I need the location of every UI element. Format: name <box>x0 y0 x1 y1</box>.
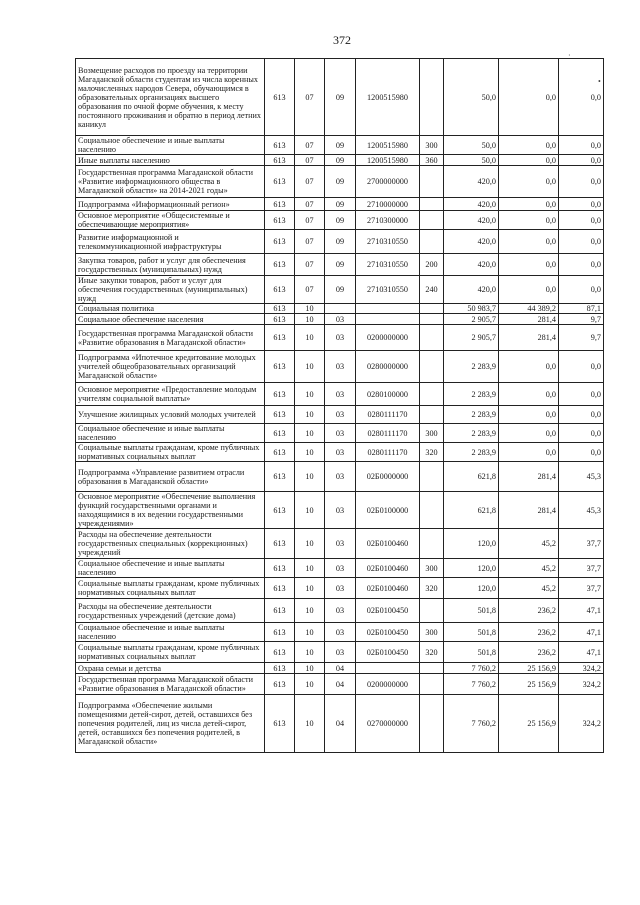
row-grbs: 613 <box>265 351 295 383</box>
row-executed-sum: 0,0 <box>499 254 559 276</box>
row-planned-sum: 501,8 <box>444 623 499 642</box>
row-planned-sum: 420,0 <box>444 230 499 254</box>
row-expense-type <box>420 674 444 695</box>
row-planned-sum: 120,0 <box>444 529 499 559</box>
row-executed-sum: 0,0 <box>499 351 559 383</box>
row-grbs: 613 <box>265 276 295 304</box>
row-grbs: 613 <box>265 674 295 695</box>
row-target-article: 0280100000 <box>356 383 420 406</box>
table-row <box>76 623 604 642</box>
row-planned-sum: 501,8 <box>444 642 499 663</box>
row-percent: 47,1 <box>559 623 604 642</box>
row-percent: 0,0 <box>559 254 604 276</box>
row-executed-sum: 0,0 <box>499 166 559 198</box>
row-name: Социальное обеспечение населения <box>76 314 265 325</box>
table-row <box>76 136 604 155</box>
row-expense-type: 360 <box>420 155 444 166</box>
row-target-article <box>356 663 420 674</box>
row-name: Закупка товаров, работ и услуг для обеспечения государственных (муниципальных) нужд <box>76 254 265 276</box>
row-executed-sum: 281,4 <box>499 325 559 351</box>
row-subsection: 03 <box>325 325 356 351</box>
row-name: Развитие информационной и телекоммуникационной инфраструктуры <box>76 230 265 254</box>
row-executed-sum: 0,0 <box>499 136 559 155</box>
row-section: 10 <box>295 443 325 462</box>
row-grbs: 613 <box>265 443 295 462</box>
row-name: Государственная программа Магаданской области «Развитие образования в Магаданской области» <box>76 325 265 351</box>
row-target-article: 2710310550 <box>356 230 420 254</box>
row-planned-sum: 50,0 <box>444 136 499 155</box>
row-planned-sum: 2 283,9 <box>444 443 499 462</box>
row-grbs: 613 <box>265 406 295 424</box>
row-subsection: 03 <box>325 578 356 599</box>
row-target-article: 02Б0000000 <box>356 462 420 492</box>
row-expense-type: 200 <box>420 254 444 276</box>
row-planned-sum: 2 283,9 <box>444 351 499 383</box>
row-grbs: 613 <box>265 492 295 529</box>
row-expense-type <box>420 529 444 559</box>
row-name: Основное мероприятие «Предоставление молодым учителям социальной выплаты» <box>76 383 265 406</box>
row-section: 10 <box>295 304 325 314</box>
row-section: 10 <box>295 599 325 623</box>
row-grbs: 613 <box>265 599 295 623</box>
row-planned-sum: 7 760,2 <box>444 695 499 753</box>
row-executed-sum: 45,2 <box>499 559 559 578</box>
row-grbs: 613 <box>265 230 295 254</box>
row-expense-type <box>420 492 444 529</box>
table-row <box>76 695 604 753</box>
row-subsection: 03 <box>325 443 356 462</box>
row-target-article: 02Б0100450 <box>356 642 420 663</box>
row-section: 10 <box>295 462 325 492</box>
row-percent: 37,7 <box>559 559 604 578</box>
row-target-article: 1200515980 <box>356 136 420 155</box>
row-grbs: 613 <box>265 383 295 406</box>
row-executed-sum: 0,0 <box>499 211 559 230</box>
table-row <box>76 674 604 695</box>
row-executed-sum: 0,0 <box>499 59 559 136</box>
row-grbs: 613 <box>265 136 295 155</box>
row-section: 10 <box>295 424 325 443</box>
row-percent: 45,3 <box>559 462 604 492</box>
row-section: 07 <box>295 230 325 254</box>
row-subsection: 03 <box>325 462 356 492</box>
row-section: 10 <box>295 406 325 424</box>
row-target-article: 0280111170 <box>356 443 420 462</box>
row-grbs: 613 <box>265 424 295 443</box>
table-row <box>76 663 604 674</box>
row-executed-sum: 0,0 <box>499 198 559 211</box>
row-name: Государственная программа Магаданской области «Развитие информационного общества в Магаданской области» на 2014-2021 годы» <box>76 166 265 198</box>
row-section: 10 <box>295 695 325 753</box>
row-executed-sum: 0,0 <box>499 406 559 424</box>
row-name: Социальное обеспечение и иные выплаты населению <box>76 623 265 642</box>
row-target-article: 02Б0100460 <box>356 578 420 599</box>
row-executed-sum: 45,2 <box>499 529 559 559</box>
table-row <box>76 642 604 663</box>
row-subsection: 09 <box>325 198 356 211</box>
row-name: Социальные выплаты гражданам, кроме публичных нормативных социальных выплат <box>76 443 265 462</box>
page-number-text: 372 <box>333 33 351 47</box>
row-percent: 0,0 <box>559 406 604 424</box>
row-target-article: 02Б0100460 <box>356 559 420 578</box>
row-name: Социальное обеспечение и иные выплаты населению <box>76 559 265 578</box>
row-executed-sum: 281,4 <box>499 492 559 529</box>
table-row <box>76 406 604 424</box>
budget-table <box>75 58 604 753</box>
row-target-article: 1200515980 <box>356 59 420 136</box>
row-planned-sum: 420,0 <box>444 276 499 304</box>
row-subsection: 03 <box>325 559 356 578</box>
row-expense-type: 300 <box>420 559 444 578</box>
row-percent: 0,0 <box>559 276 604 304</box>
table-row <box>76 211 604 230</box>
row-executed-sum: 236,2 <box>499 642 559 663</box>
row-percent: 9,7 <box>559 314 604 325</box>
row-executed-sum: 236,2 <box>499 599 559 623</box>
row-subsection: 03 <box>325 406 356 424</box>
row-expense-type <box>420 325 444 351</box>
row-target-article: 0280111170 <box>356 424 420 443</box>
row-section: 07 <box>295 136 325 155</box>
row-name: Государственная программа Магаданской области «Развитие образования в Магаданской области» <box>76 674 265 695</box>
table-row <box>76 383 604 406</box>
row-expense-type: 320 <box>420 578 444 599</box>
row-subsection: 09 <box>325 166 356 198</box>
row-section: 10 <box>295 314 325 325</box>
row-planned-sum: 2 283,9 <box>444 424 499 443</box>
table-row <box>76 59 604 136</box>
row-grbs: 613 <box>265 642 295 663</box>
row-executed-sum: 0,0 <box>499 230 559 254</box>
row-planned-sum: 50 983,7 <box>444 304 499 314</box>
row-subsection: 09 <box>325 254 356 276</box>
row-section: 10 <box>295 529 325 559</box>
row-expense-type <box>420 406 444 424</box>
table-row <box>76 166 604 198</box>
row-expense-type <box>420 383 444 406</box>
row-expense-type <box>420 599 444 623</box>
row-grbs: 613 <box>265 198 295 211</box>
row-subsection: 04 <box>325 663 356 674</box>
row-section: 10 <box>295 492 325 529</box>
row-percent: 324,2 <box>559 674 604 695</box>
row-planned-sum: 7 760,2 <box>444 674 499 695</box>
row-section: 10 <box>295 623 325 642</box>
row-target-article: 2710310550 <box>356 254 420 276</box>
row-section: 10 <box>295 383 325 406</box>
row-subsection: 04 <box>325 695 356 753</box>
row-target-article: 0200000000 <box>356 325 420 351</box>
row-planned-sum: 2 905,7 <box>444 314 499 325</box>
row-grbs: 613 <box>265 304 295 314</box>
row-name: Социальное обеспечение и иные выплаты населению <box>76 424 265 443</box>
table-row <box>76 304 604 314</box>
row-percent: 87,1 <box>559 304 604 314</box>
row-target-article: 02Б0100000 <box>356 492 420 529</box>
row-subsection: 09 <box>325 59 356 136</box>
row-section: 10 <box>295 642 325 663</box>
row-executed-sum: 0,0 <box>499 443 559 462</box>
row-name: Социальные выплаты гражданам, кроме публичных нормативных социальных выплат <box>76 642 265 663</box>
row-target-article: 1200515980 <box>356 155 420 166</box>
row-planned-sum: 2 905,7 <box>444 325 499 351</box>
row-section: 10 <box>295 351 325 383</box>
row-expense-type <box>420 314 444 325</box>
row-percent: 0,0 <box>559 443 604 462</box>
row-subsection: 09 <box>325 211 356 230</box>
row-name: Основное мероприятие «Обеспечение выполнения функций государственными органами и находящимися в их ведении государственными учреждениями» <box>76 492 265 529</box>
row-grbs: 613 <box>265 254 295 276</box>
row-expense-type <box>420 304 444 314</box>
row-section: 07 <box>295 166 325 198</box>
row-planned-sum: 420,0 <box>444 198 499 211</box>
row-target-article <box>356 304 420 314</box>
row-planned-sum: 2 283,9 <box>444 406 499 424</box>
row-subsection: 03 <box>325 314 356 325</box>
row-name: Расходы на обеспечение деятельности государственных учреждений (детские дома) <box>76 599 265 623</box>
table-row <box>76 230 604 254</box>
row-grbs: 613 <box>265 211 295 230</box>
row-subsection: 09 <box>325 155 356 166</box>
row-percent: 9,7 <box>559 325 604 351</box>
row-percent: 37,7 <box>559 578 604 599</box>
row-expense-type: 320 <box>420 642 444 663</box>
row-section: 10 <box>295 578 325 599</box>
row-grbs: 613 <box>265 166 295 198</box>
table-row <box>76 325 604 351</box>
row-section: 07 <box>295 276 325 304</box>
row-percent: 45,3 <box>559 492 604 529</box>
row-target-article: 2700000000 <box>356 166 420 198</box>
row-name: Социальные выплаты гражданам, кроме публичных нормативных социальных выплат <box>76 578 265 599</box>
table-row <box>76 254 604 276</box>
row-grbs: 613 <box>265 529 295 559</box>
row-expense-type: 300 <box>420 623 444 642</box>
row-grbs: 613 <box>265 155 295 166</box>
row-section: 10 <box>295 325 325 351</box>
row-grbs: 613 <box>265 663 295 674</box>
row-subsection: 04 <box>325 674 356 695</box>
row-subsection: 03 <box>325 383 356 406</box>
row-executed-sum: 0,0 <box>499 276 559 304</box>
row-percent: 324,2 <box>559 663 604 674</box>
row-name: Иные выплаты населению <box>76 155 265 166</box>
row-percent: 0,0 <box>559 424 604 443</box>
row-section: 07 <box>295 155 325 166</box>
row-planned-sum: 50,0 <box>444 155 499 166</box>
row-percent: 0,0 <box>559 198 604 211</box>
row-section: 07 <box>295 254 325 276</box>
row-percent: 0,0 <box>559 166 604 198</box>
row-planned-sum: 420,0 <box>444 166 499 198</box>
row-subsection: 03 <box>325 351 356 383</box>
row-name: Социальное обеспечение и иные выплаты населению <box>76 136 265 155</box>
row-name: Иные закупки товаров, работ и услуг для обеспечения государственных (муниципальных) нужд <box>76 276 265 304</box>
row-target-article: 0200000000 <box>356 674 420 695</box>
row-executed-sum: 44 389,2 <box>499 304 559 314</box>
row-planned-sum: 120,0 <box>444 559 499 578</box>
row-percent: 37,7 <box>559 529 604 559</box>
row-name: Подпрограмма «Ипотечное кредитование молодых учителей общеобразовательных организаций Магаданской области» <box>76 351 265 383</box>
row-percent: 0,0 <box>559 136 604 155</box>
row-target-article: 02Б0100450 <box>356 623 420 642</box>
table-row <box>76 351 604 383</box>
row-target-article: 2710000000 <box>356 198 420 211</box>
row-percent: 0,0 <box>559 155 604 166</box>
table-row <box>76 155 604 166</box>
row-percent: 0,0 <box>559 211 604 230</box>
table-row <box>76 424 604 443</box>
row-percent: 0,0 <box>559 383 604 406</box>
row-section: 07 <box>295 59 325 136</box>
table-row <box>76 578 604 599</box>
budget-table-body <box>76 59 604 753</box>
row-expense-type: 240 <box>420 276 444 304</box>
scan-speck: • <box>598 77 601 86</box>
row-grbs: 613 <box>265 623 295 642</box>
row-subsection: 03 <box>325 424 356 443</box>
table-row <box>76 559 604 578</box>
table-row <box>76 599 604 623</box>
table-row <box>76 443 604 462</box>
row-executed-sum: 25 156,9 <box>499 663 559 674</box>
table-row <box>76 276 604 304</box>
row-percent: 47,1 <box>559 642 604 663</box>
row-planned-sum: 120,0 <box>444 578 499 599</box>
row-name: Подпрограмма «Обеспечение жилыми помещениями детей-сирот, детей, оставшихся без попечения родителей, лиц из числа детей-сирот, детей, оставшихся без попечения родителей, в Магаданской области» <box>76 695 265 753</box>
row-subsection: 09 <box>325 230 356 254</box>
row-subsection: 03 <box>325 623 356 642</box>
row-name: Социальная политика <box>76 304 265 314</box>
row-target-article: 0280111170 <box>356 406 420 424</box>
row-target-article: 02Б0100450 <box>356 599 420 623</box>
row-executed-sum: 0,0 <box>499 424 559 443</box>
row-planned-sum: 50,0 <box>444 59 499 136</box>
row-expense-type <box>420 166 444 198</box>
row-planned-sum: 2 283,9 <box>444 383 499 406</box>
row-planned-sum: 621,8 <box>444 462 499 492</box>
row-target-article: 2710300000 <box>356 211 420 230</box>
row-subsection: 03 <box>325 642 356 663</box>
page-number <box>0 33 640 48</box>
row-name: Подпрограмма «Информационный регион» <box>76 198 265 211</box>
row-executed-sum: 0,0 <box>499 155 559 166</box>
row-expense-type <box>420 695 444 753</box>
row-name: Охрана семьи и детства <box>76 663 265 674</box>
row-expense-type: 320 <box>420 443 444 462</box>
row-percent: 0,0 <box>559 59 604 136</box>
table-row <box>76 314 604 325</box>
row-executed-sum: 281,4 <box>499 462 559 492</box>
row-name: Основное мероприятие «Общесистемные и обеспечивающие мероприятия» <box>76 211 265 230</box>
row-name: Возмещение расходов по проезду на территории Магаданской области студентам из числа коренных малочисленных народов Севера, обучающимся в образовательных организациях высшего образования по очной форме обучения, к месту постоянного проживания и обратно в период летних каникул <box>76 59 265 136</box>
row-section: 07 <box>295 211 325 230</box>
row-expense-type <box>420 351 444 383</box>
row-executed-sum: 45,2 <box>499 578 559 599</box>
row-target-article: 0270000000 <box>356 695 420 753</box>
row-percent: 47,1 <box>559 599 604 623</box>
table-row <box>76 529 604 559</box>
row-expense-type <box>420 663 444 674</box>
row-grbs: 613 <box>265 578 295 599</box>
row-subsection: 09 <box>325 136 356 155</box>
row-executed-sum: 281,4 <box>499 314 559 325</box>
row-expense-type <box>420 198 444 211</box>
row-subsection: 03 <box>325 529 356 559</box>
row-executed-sum: 236,2 <box>499 623 559 642</box>
row-subsection <box>325 304 356 314</box>
row-target-article <box>356 314 420 325</box>
row-subsection: 09 <box>325 276 356 304</box>
row-subsection: 03 <box>325 599 356 623</box>
row-expense-type: 300 <box>420 136 444 155</box>
row-expense-type <box>420 59 444 136</box>
row-planned-sum: 420,0 <box>444 254 499 276</box>
row-name: Подпрограмма «Управление развитием отрасли образования в Магаданской области» <box>76 462 265 492</box>
row-grbs: 613 <box>265 59 295 136</box>
row-name: Расходы на обеспечение деятельности государственных специальных (коррекционных) учреждений <box>76 529 265 559</box>
row-target-article: 02Б0100460 <box>356 529 420 559</box>
table-row <box>76 492 604 529</box>
row-grbs: 613 <box>265 314 295 325</box>
row-percent: 0,0 <box>559 230 604 254</box>
row-planned-sum: 501,8 <box>444 599 499 623</box>
table-row <box>76 462 604 492</box>
row-grbs: 613 <box>265 559 295 578</box>
row-expense-type <box>420 462 444 492</box>
row-percent: 324,2 <box>559 695 604 753</box>
row-target-article: 2710310550 <box>356 276 420 304</box>
row-planned-sum: 621,8 <box>444 492 499 529</box>
row-percent: 0,0 <box>559 351 604 383</box>
row-subsection: 03 <box>325 492 356 529</box>
table-row <box>76 198 604 211</box>
row-planned-sum: 420,0 <box>444 211 499 230</box>
row-name: Улучшение жилищных условий молодых учителей <box>76 406 265 424</box>
row-section: 10 <box>295 674 325 695</box>
row-section: 10 <box>295 663 325 674</box>
row-grbs: 613 <box>265 462 295 492</box>
row-target-article: 0280000000 <box>356 351 420 383</box>
row-executed-sum: 25 156,9 <box>499 674 559 695</box>
row-planned-sum: 7 760,2 <box>444 663 499 674</box>
row-executed-sum: 0,0 <box>499 383 559 406</box>
row-grbs: 613 <box>265 325 295 351</box>
scan-speck: · <box>568 51 571 60</box>
row-expense-type: 300 <box>420 424 444 443</box>
row-section: 07 <box>295 198 325 211</box>
row-expense-type <box>420 211 444 230</box>
row-grbs: 613 <box>265 695 295 753</box>
row-section: 10 <box>295 559 325 578</box>
row-executed-sum: 25 156,9 <box>499 695 559 753</box>
row-expense-type <box>420 230 444 254</box>
